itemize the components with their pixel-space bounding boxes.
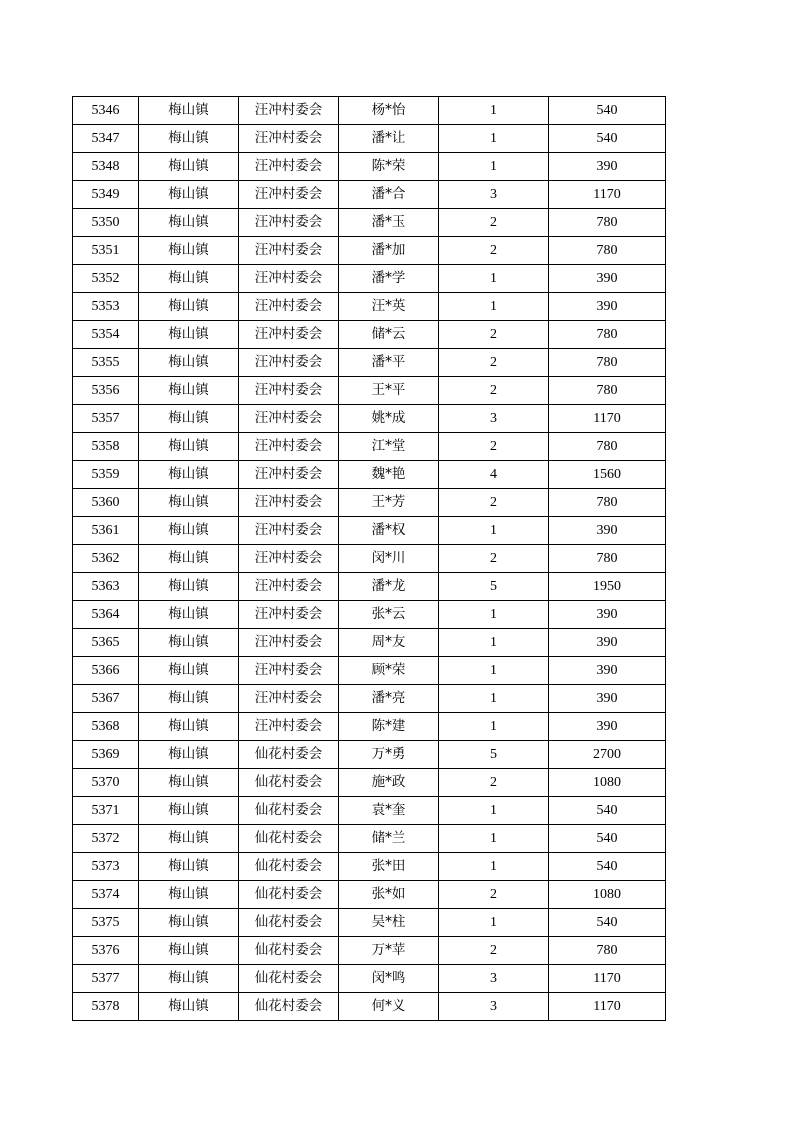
cell-town: 梅山镇 [139, 713, 239, 741]
cell-village-committee: 汪冲村委会 [239, 517, 339, 545]
cell-recipient-name: 吴*柱 [339, 909, 439, 937]
table-row [73, 909, 666, 937]
cell-recipient-name: 闵*鸣 [339, 965, 439, 993]
cell-recipient-name: 张*田 [339, 853, 439, 881]
cell-person-count: 2 [439, 349, 549, 377]
cell-amount: 390 [549, 517, 666, 545]
cell-recipient-name: 潘*玉 [339, 209, 439, 237]
cell-serial-number: 5354 [73, 321, 139, 349]
cell-village-committee: 汪冲村委会 [239, 209, 339, 237]
cell-serial-number: 5367 [73, 685, 139, 713]
cell-person-count: 1 [439, 713, 549, 741]
cell-person-count: 2 [439, 769, 549, 797]
cell-town: 梅山镇 [139, 937, 239, 965]
table-row [73, 489, 666, 517]
cell-village-committee: 仙花村委会 [239, 965, 339, 993]
cell-village-committee: 汪冲村委会 [239, 97, 339, 125]
cell-town: 梅山镇 [139, 293, 239, 321]
table-row [73, 685, 666, 713]
cell-village-committee: 仙花村委会 [239, 769, 339, 797]
cell-village-committee: 汪冲村委会 [239, 405, 339, 433]
table-row [73, 405, 666, 433]
table-row [73, 629, 666, 657]
cell-town: 梅山镇 [139, 321, 239, 349]
cell-serial-number: 5352 [73, 265, 139, 293]
cell-serial-number: 5371 [73, 797, 139, 825]
cell-person-count: 1 [439, 293, 549, 321]
cell-person-count: 3 [439, 181, 549, 209]
cell-person-count: 1 [439, 265, 549, 293]
cell-serial-number: 5357 [73, 405, 139, 433]
table-row [73, 881, 666, 909]
cell-town: 梅山镇 [139, 797, 239, 825]
cell-recipient-name: 王*芳 [339, 489, 439, 517]
cell-town: 梅山镇 [139, 545, 239, 573]
cell-person-count: 4 [439, 461, 549, 489]
cell-person-count: 1 [439, 853, 549, 881]
cell-serial-number: 5350 [73, 209, 139, 237]
cell-serial-number: 5348 [73, 153, 139, 181]
cell-person-count: 2 [439, 377, 549, 405]
cell-village-committee: 仙花村委会 [239, 853, 339, 881]
cell-recipient-name: 潘*学 [339, 265, 439, 293]
cell-recipient-name: 何*义 [339, 993, 439, 1021]
cell-person-count: 1 [439, 657, 549, 685]
cell-town: 梅山镇 [139, 825, 239, 853]
cell-serial-number: 5365 [73, 629, 139, 657]
cell-serial-number: 5358 [73, 433, 139, 461]
cell-village-committee: 汪冲村委会 [239, 545, 339, 573]
table-row [73, 349, 666, 377]
cell-person-count: 3 [439, 993, 549, 1021]
cell-person-count: 1 [439, 685, 549, 713]
cell-town: 梅山镇 [139, 461, 239, 489]
cell-amount: 1170 [549, 993, 666, 1021]
cell-person-count: 2 [439, 209, 549, 237]
cell-person-count: 1 [439, 125, 549, 153]
cell-town: 梅山镇 [139, 433, 239, 461]
cell-recipient-name: 储*云 [339, 321, 439, 349]
cell-amount: 540 [549, 97, 666, 125]
cell-town: 梅山镇 [139, 881, 239, 909]
cell-village-committee: 汪冲村委会 [239, 237, 339, 265]
cell-person-count: 2 [439, 489, 549, 517]
cell-recipient-name: 杨*怡 [339, 97, 439, 125]
table-row [73, 265, 666, 293]
cell-town: 梅山镇 [139, 125, 239, 153]
cell-amount: 1080 [549, 769, 666, 797]
table-row [73, 797, 666, 825]
cell-serial-number: 5366 [73, 657, 139, 685]
cell-serial-number: 5346 [73, 97, 139, 125]
cell-person-count: 1 [439, 97, 549, 125]
cell-serial-number: 5362 [73, 545, 139, 573]
cell-recipient-name: 张*如 [339, 881, 439, 909]
cell-serial-number: 5368 [73, 713, 139, 741]
cell-town: 梅山镇 [139, 853, 239, 881]
cell-amount: 780 [549, 321, 666, 349]
cell-village-committee: 汪冲村委会 [239, 601, 339, 629]
cell-amount: 780 [549, 545, 666, 573]
table-row [73, 433, 666, 461]
cell-serial-number: 5374 [73, 881, 139, 909]
cell-town: 梅山镇 [139, 97, 239, 125]
cell-serial-number: 5376 [73, 937, 139, 965]
cell-person-count: 1 [439, 629, 549, 657]
cell-person-count: 1 [439, 517, 549, 545]
cell-person-count: 1 [439, 797, 549, 825]
cell-recipient-name: 张*云 [339, 601, 439, 629]
cell-amount: 1170 [549, 405, 666, 433]
cell-recipient-name: 潘*龙 [339, 573, 439, 601]
cell-village-committee: 汪冲村委会 [239, 125, 339, 153]
cell-amount: 540 [549, 825, 666, 853]
cell-recipient-name: 江*堂 [339, 433, 439, 461]
table-row [73, 713, 666, 741]
cell-village-committee: 仙花村委会 [239, 741, 339, 769]
cell-person-count: 1 [439, 153, 549, 181]
cell-recipient-name: 袁*奎 [339, 797, 439, 825]
cell-recipient-name: 姚*成 [339, 405, 439, 433]
cell-person-count: 5 [439, 573, 549, 601]
table-row [73, 377, 666, 405]
cell-amount: 780 [549, 237, 666, 265]
table-row [73, 545, 666, 573]
cell-amount: 390 [549, 153, 666, 181]
cell-amount: 780 [549, 349, 666, 377]
table-row [73, 321, 666, 349]
cell-village-committee: 汪冲村委会 [239, 713, 339, 741]
cell-town: 梅山镇 [139, 741, 239, 769]
cell-recipient-name: 潘*平 [339, 349, 439, 377]
cell-serial-number: 5363 [73, 573, 139, 601]
cell-village-committee: 汪冲村委会 [239, 685, 339, 713]
cell-recipient-name: 王*平 [339, 377, 439, 405]
cell-recipient-name: 万*苹 [339, 937, 439, 965]
cell-recipient-name: 潘*加 [339, 237, 439, 265]
cell-town: 梅山镇 [139, 517, 239, 545]
cell-serial-number: 5349 [73, 181, 139, 209]
cell-amount: 780 [549, 489, 666, 517]
cell-town: 梅山镇 [139, 993, 239, 1021]
cell-town: 梅山镇 [139, 629, 239, 657]
cell-village-committee: 汪冲村委会 [239, 657, 339, 685]
cell-village-committee: 仙花村委会 [239, 937, 339, 965]
table-row [73, 853, 666, 881]
cell-village-committee: 仙花村委会 [239, 797, 339, 825]
cell-serial-number: 5377 [73, 965, 139, 993]
table-row [73, 965, 666, 993]
cell-town: 梅山镇 [139, 349, 239, 377]
cell-person-count: 2 [439, 321, 549, 349]
cell-village-committee: 汪冲村委会 [239, 433, 339, 461]
cell-amount: 390 [549, 685, 666, 713]
cell-town: 梅山镇 [139, 237, 239, 265]
cell-amount: 780 [549, 209, 666, 237]
cell-village-committee: 汪冲村委会 [239, 349, 339, 377]
cell-serial-number: 5375 [73, 909, 139, 937]
cell-amount: 1950 [549, 573, 666, 601]
table-row [73, 209, 666, 237]
cell-town: 梅山镇 [139, 265, 239, 293]
subsidy-table [72, 96, 666, 1021]
cell-recipient-name: 周*友 [339, 629, 439, 657]
table-row [73, 657, 666, 685]
table-row [73, 125, 666, 153]
cell-amount: 1170 [549, 965, 666, 993]
cell-recipient-name: 顾*荣 [339, 657, 439, 685]
cell-village-committee: 汪冲村委会 [239, 573, 339, 601]
cell-amount: 390 [549, 265, 666, 293]
cell-person-count: 5 [439, 741, 549, 769]
cell-village-committee: 汪冲村委会 [239, 489, 339, 517]
cell-amount: 780 [549, 433, 666, 461]
cell-village-committee: 汪冲村委会 [239, 377, 339, 405]
cell-recipient-name: 施*政 [339, 769, 439, 797]
cell-amount: 390 [549, 629, 666, 657]
cell-amount: 1080 [549, 881, 666, 909]
cell-person-count: 2 [439, 545, 549, 573]
cell-person-count: 3 [439, 405, 549, 433]
cell-person-count: 1 [439, 601, 549, 629]
cell-town: 梅山镇 [139, 965, 239, 993]
table-row [73, 601, 666, 629]
cell-town: 梅山镇 [139, 909, 239, 937]
cell-town: 梅山镇 [139, 489, 239, 517]
cell-recipient-name: 潘*亮 [339, 685, 439, 713]
cell-amount: 780 [549, 377, 666, 405]
cell-amount: 540 [549, 909, 666, 937]
cell-amount: 2700 [549, 741, 666, 769]
table-row [73, 153, 666, 181]
cell-serial-number: 5361 [73, 517, 139, 545]
cell-village-committee: 仙花村委会 [239, 909, 339, 937]
cell-recipient-name: 潘*权 [339, 517, 439, 545]
cell-amount: 540 [549, 853, 666, 881]
cell-serial-number: 5373 [73, 853, 139, 881]
cell-amount: 780 [549, 937, 666, 965]
table-row [73, 741, 666, 769]
cell-village-committee: 仙花村委会 [239, 993, 339, 1021]
cell-person-count: 2 [439, 881, 549, 909]
cell-town: 梅山镇 [139, 573, 239, 601]
table-row [73, 181, 666, 209]
table-row [73, 825, 666, 853]
cell-village-committee: 汪冲村委会 [239, 265, 339, 293]
table-row [73, 461, 666, 489]
table-row [73, 993, 666, 1021]
cell-amount: 390 [549, 601, 666, 629]
cell-village-committee: 仙花村委会 [239, 881, 339, 909]
cell-person-count: 3 [439, 965, 549, 993]
cell-amount: 390 [549, 713, 666, 741]
cell-amount: 1170 [549, 181, 666, 209]
cell-village-committee: 汪冲村委会 [239, 629, 339, 657]
cell-recipient-name: 潘*让 [339, 125, 439, 153]
cell-town: 梅山镇 [139, 601, 239, 629]
cell-amount: 390 [549, 657, 666, 685]
cell-serial-number: 5355 [73, 349, 139, 377]
cell-village-committee: 仙花村委会 [239, 825, 339, 853]
cell-town: 梅山镇 [139, 685, 239, 713]
cell-amount: 1560 [549, 461, 666, 489]
cell-serial-number: 5353 [73, 293, 139, 321]
cell-village-committee: 汪冲村委会 [239, 181, 339, 209]
cell-recipient-name: 陈*荣 [339, 153, 439, 181]
cell-recipient-name: 魏*艳 [339, 461, 439, 489]
cell-village-committee: 汪冲村委会 [239, 461, 339, 489]
table-row [73, 769, 666, 797]
cell-serial-number: 5369 [73, 741, 139, 769]
cell-recipient-name: 万*勇 [339, 741, 439, 769]
cell-village-committee: 汪冲村委会 [239, 293, 339, 321]
cell-serial-number: 5372 [73, 825, 139, 853]
cell-amount: 390 [549, 293, 666, 321]
cell-village-committee: 汪冲村委会 [239, 321, 339, 349]
table-row [73, 97, 666, 125]
table-row [73, 237, 666, 265]
cell-person-count: 2 [439, 237, 549, 265]
cell-serial-number: 5364 [73, 601, 139, 629]
cell-serial-number: 5347 [73, 125, 139, 153]
cell-town: 梅山镇 [139, 769, 239, 797]
cell-serial-number: 5356 [73, 377, 139, 405]
cell-recipient-name: 陈*建 [339, 713, 439, 741]
cell-recipient-name: 储*兰 [339, 825, 439, 853]
cell-town: 梅山镇 [139, 405, 239, 433]
cell-amount: 540 [549, 797, 666, 825]
cell-town: 梅山镇 [139, 377, 239, 405]
cell-recipient-name: 汪*英 [339, 293, 439, 321]
cell-serial-number: 5378 [73, 993, 139, 1021]
cell-town: 梅山镇 [139, 657, 239, 685]
cell-town: 梅山镇 [139, 209, 239, 237]
table-row [73, 573, 666, 601]
cell-person-count: 1 [439, 825, 549, 853]
subsidy-table-body [73, 97, 666, 1021]
cell-person-count: 1 [439, 909, 549, 937]
cell-person-count: 2 [439, 937, 549, 965]
cell-serial-number: 5360 [73, 489, 139, 517]
cell-recipient-name: 潘*合 [339, 181, 439, 209]
table-row [73, 937, 666, 965]
cell-serial-number: 5370 [73, 769, 139, 797]
table-row [73, 517, 666, 545]
cell-recipient-name: 闵*川 [339, 545, 439, 573]
table-row [73, 293, 666, 321]
cell-town: 梅山镇 [139, 153, 239, 181]
cell-person-count: 2 [439, 433, 549, 461]
cell-village-committee: 汪冲村委会 [239, 153, 339, 181]
cell-town: 梅山镇 [139, 181, 239, 209]
cell-serial-number: 5359 [73, 461, 139, 489]
cell-serial-number: 5351 [73, 237, 139, 265]
cell-amount: 540 [549, 125, 666, 153]
